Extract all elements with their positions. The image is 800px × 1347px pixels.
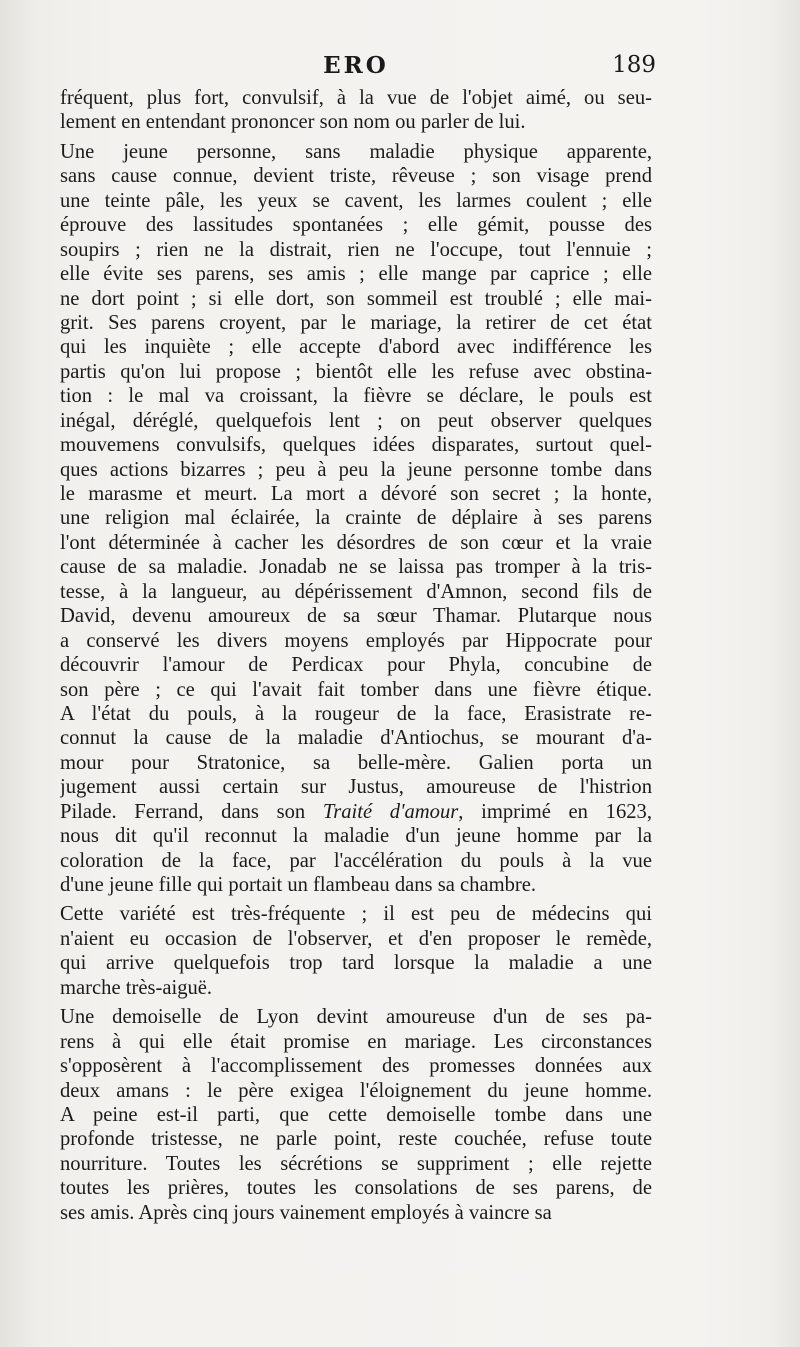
italic-title: Traité d'amour [322, 800, 459, 823]
page-edge-shadow [770, 0, 800, 1347]
paragraph [60, 1005, 652, 1225]
text-line: cause de sa maladie. Jonadab ne se laissa pas tromper à la tris- [60, 556, 652, 579]
text-line: tesse, à la langueur, au dépérissement d'Amnon, second fils de [60, 580, 652, 603]
text-line: grit. Ses parens croyent, par le mariage, la retirer de cet état [60, 311, 652, 334]
text-line: ques actions bizarres ; peu à peu la jeune personne tombe dans [60, 458, 652, 481]
body-text [60, 86, 652, 1230]
text-line: elle évite ses parens, ses amis ; elle mange par caprice ; elle [60, 263, 652, 286]
text-line: profonde tristesse, ne parle point, reste couchée, refuse toute [60, 1128, 652, 1151]
text-line: marche très-aiguë. [60, 976, 213, 999]
text-line: nous dit qu'il reconnut la maladie d'un jeune homme par la [60, 825, 652, 848]
text-line: Cette variété est très-fréquente ; il est peu de médecins qui [60, 903, 652, 926]
text-line: David, devenu amoureux de sa sœur Thamar. Plutarque nous [60, 605, 652, 628]
text-line: sans cause connue, devient triste, rêveuse ; son visage prend [60, 165, 652, 188]
text-line: inégal, déréglé, quelquefois lent ; on peut observer quelques [60, 409, 652, 432]
page-number: 189 [612, 52, 656, 78]
text-line: éprouve des lassitudes spontanées ; elle gémit, pousse des [60, 214, 652, 237]
text-line: une teinte pâle, les yeux se cavent, les larmes coulent ; elle [60, 189, 652, 212]
text-line: mour pour Stratonice, sa belle-mère. Galien porta un [60, 751, 652, 774]
text-line: Une demoiselle de Lyon devint amoureuse d'un de ses pa- [60, 1006, 652, 1029]
text-line: toutes les prières, toutes les consolations de ses parens, de [60, 1177, 652, 1200]
text-line: d'une jeune fille qui portait un flambeau dans sa chambre. [60, 874, 537, 896]
running-head: ERO [323, 52, 389, 79]
text-line: une religion mal éclairée, la crainte de déplaire à ses parens [60, 507, 652, 530]
text-line: son père ; ce qui l'avait fait tomber dans une fièvre étique. [60, 678, 652, 701]
page-header [56, 52, 656, 84]
text-line: jugement aussi certain sur Justus, amoureuse de l'histrion [60, 776, 652, 799]
text-line: ne dort point ; si elle dort, son sommeil est troublé ; elle mai- [60, 287, 652, 310]
text-line: Une jeune personne, sans maladie physique apparente, [60, 140, 652, 163]
text-line: découvrir l'amour de Perdicax pour Phyla, concubine de [60, 654, 652, 677]
text-line: connut la cause de la maladie d'Antiochus, se mourant d'a- [60, 727, 652, 750]
text-line: n'aient eu occasion de l'observer, et d'en proposer le remède, [60, 927, 652, 950]
text-line: lement en entendant prononcer son nom ou parler de lui. [60, 111, 526, 134]
paragraph [60, 140, 652, 898]
text-line: le marasme et meurt. La mort a dévoré son secret ; la honte, [60, 483, 652, 505]
text-line: s'opposèrent à l'accomplissement des promesses données aux [60, 1055, 652, 1078]
text-line: rens à qui elle était promise en mariage. Les circonstances [60, 1030, 652, 1053]
text-line: soupirs ; rien ne la distrait, rien ne l'occupe, tout l'ennuie ; [60, 238, 652, 261]
text-line: Pilade. Ferrand, dans son Traité d'amour, imprimé en 1623, [60, 800, 652, 823]
text-line: qui les inquiète ; elle accepte d'abord avec indifférence les [60, 336, 652, 359]
text-line: a conservé les divers moyens employés par Hippocrate pour [60, 629, 652, 652]
paragraph [60, 86, 652, 135]
text-line: l'ont déterminée à cacher les désordres de son cœur et la vraie [60, 531, 652, 554]
text-line: nourriture. Toutes les sécrétions se suppriment ; elle rejette [60, 1152, 652, 1175]
text-line: qui arrive quelquefois trop tard lorsque la maladie a une [60, 952, 652, 975]
text-line: partis qu'on lui propose ; bientôt elle les refuse avec obstina- [60, 360, 652, 383]
text-line: ses amis. Après cinq jours vainement employés à vaincre sa [60, 1201, 552, 1224]
text-line: A l'état du pouls, à la rougeur de la face, Erasistrate re- [60, 702, 652, 725]
text-line: A peine est-il parti, que cette demoiselle tombe dans une [60, 1103, 652, 1126]
text-line: mouvemens convulsifs, quelques idées disparates, surtout quel- [60, 434, 652, 457]
text-line: coloration de la face, par l'accélération du pouls à la vue [60, 849, 652, 872]
text-line: fréquent, plus fort, convulsif, à la vue de l'objet aimé, ou seu- [60, 87, 652, 109]
paragraph [60, 902, 652, 1000]
text-line: deux amans : le père exigea l'éloignement du jeune homme. [60, 1079, 652, 1102]
text-line: tion : le mal va croissant, la fièvre se déclare, le pouls est [60, 385, 652, 408]
